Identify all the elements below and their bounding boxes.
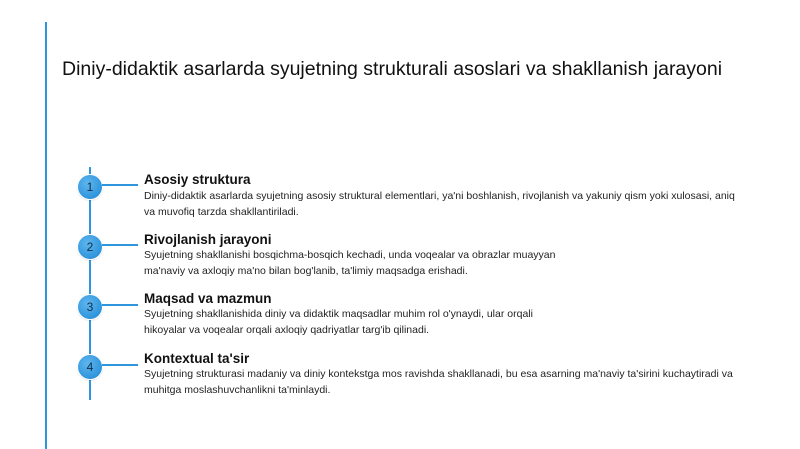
step-heading: Rivojlanish jarayoni: [144, 232, 272, 247]
step-connector: [102, 304, 138, 306]
step-connector: [102, 364, 138, 366]
page-title: Diniy-didaktik asarlarda syujetning strukturali asoslari va shakllanish jarayoni: [62, 58, 723, 80]
step-description: Diniy-didaktik asarlarda syujetning asosiy struktural elementlari, ya'ni boshlanish, rivojlanish va yakuniy qism yoki xulosasi, aniq va muvofiq tarzda shakllantiriladi.: [144, 190, 735, 218]
step-number-badge: 1: [78, 175, 102, 199]
step-number-badge: 2: [78, 235, 102, 259]
step-connector: [102, 244, 138, 246]
step-number-badge: 4: [78, 355, 102, 379]
step-heading: Kontextual ta'sir: [144, 351, 250, 366]
step-heading: Asosiy struktura: [144, 172, 251, 187]
step-description: Syujetning shakllanishida diniy va didaktik maqsadlar muhim rol o'ynaydi, ular orqali hikoyalar va voqealar orqali axloqiy qadriyatlar targ'ib qilinadi.: [144, 308, 533, 336]
step-heading: Maqsad va mazmun: [144, 291, 272, 306]
step-description: Syujetning shakllanishi bosqichma-bosqich kechadi, unda voqealar va obrazlar muayyan ma'naviy va axloqiy ma'no bilan bog'lanib, ta'limiy maqsadga erishadi.: [144, 249, 556, 277]
step-connector: [102, 184, 138, 186]
step-number-badge: 3: [78, 295, 102, 319]
accent-bar: [45, 22, 47, 449]
step-description: Syujetning strukturasi madaniy va diniy kontekstga mos ravishda shakllanadi, bu esa asarning ma'naviy ta'sirini kuchaytiradi va muhitga moslashuvchanlikni ta'minlaydi.: [144, 368, 733, 396]
